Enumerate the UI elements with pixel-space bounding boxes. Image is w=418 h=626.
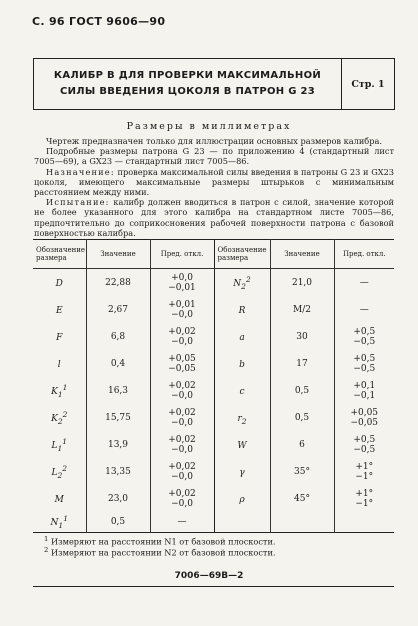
tolerance-cell [334,296,394,323]
tolerance-lower: −0,05 [350,417,379,428]
value-cell: 15,75 [86,404,150,431]
value-cell: 45° [270,485,334,512]
table-row [33,431,394,458]
value-cell: 21,0 [270,269,334,297]
symbol-superscript: 1 [63,514,68,524]
tolerance-lower: −0,01 [168,282,196,293]
symbol: ρ [239,494,245,505]
symbol-cell [33,512,86,533]
tolerance-upper: +0,1 [353,380,376,391]
tolerance-lower: −0,0 [171,417,193,428]
page-header: С. 96 ГОСТ 9606—90 [32,15,166,28]
symbol-superscript: 2 [245,274,251,284]
header-value-right: Значение [270,240,334,269]
tolerance-upper: +0,0 [171,272,193,283]
symbol-subscript: 2 [57,470,63,480]
tolerance-cell [334,323,394,350]
symbol-subscript: 1 [58,520,64,530]
tolerance-cell [334,269,394,297]
table-body [33,269,394,533]
tolerance-lower: −0,5 [353,363,376,374]
header-value-left: Значение [86,240,150,269]
title-line-1: КАЛИБР В ДЛЯ ПРОВЕРКИ МАКСИМАЛЬНОЙ [53,70,322,81]
value-cell: 22,88 [86,269,150,297]
symbol: F [56,332,63,343]
tolerance-lower: −0,5 [353,444,376,455]
tolerance-lower: −0,0 [171,471,193,482]
paragraph-3 [34,167,394,198]
table-row [33,458,394,485]
tolerance-cell [334,377,394,404]
symbol-cell [214,485,270,512]
symbol-superscript: 1 [62,382,68,392]
value-cell: 6,8 [86,323,150,350]
symbol-cell [33,269,86,297]
document-title [34,59,342,109]
units-caption: Размеры в миллиметрах [126,121,292,132]
symbol-superscript: 2 [62,409,68,419]
dimensions-table [33,239,394,533]
tolerance-upper: — [177,517,187,527]
footnote-1-text: Измеряют на расстоянии N1 от базовой плоскости. [50,536,276,547]
value-cell: 0,5 [270,377,334,404]
symbol-cell [33,431,86,458]
bottom-code: 7006—69В—2 [174,571,244,581]
paragraph-4 [34,197,394,238]
symbol-cell [33,296,86,323]
symbol: L [51,467,58,478]
value-cell: 13,35 [86,458,150,485]
symbol-cell [214,269,270,297]
table-row [33,296,394,323]
tolerance-cell [334,458,394,485]
symbol-cell [33,323,86,350]
symbol-cell [214,512,270,533]
symbol-cell [214,458,270,485]
tolerance-lower: −0,05 [168,363,196,374]
tolerance-upper: +0,5 [353,434,376,445]
table-row [33,404,394,431]
tolerance-upper: — [359,304,369,315]
tolerance-upper: +1° [355,488,374,499]
symbol: r [237,413,242,424]
paragraph-3-label: Назначение: [46,166,115,177]
tolerance-upper: +1° [355,461,374,472]
symbol-cell [214,377,270,404]
symbol: E [55,305,63,316]
tolerance-upper: +0,02 [168,488,196,499]
tolerance-cell [334,512,394,533]
symbol: N [50,518,59,529]
value-cell: 13,9 [86,431,150,458]
tolerance-lower: −1° [355,471,374,482]
symbol: l [57,359,61,370]
tolerance-cell [150,431,214,458]
tolerance-cell [150,377,214,404]
symbol-subscript: 2 [57,416,63,426]
symbol-cell [214,350,270,377]
symbol: K [51,386,58,397]
value-cell: 6 [270,431,334,458]
header-tolerance-left: Пред. откл. [150,240,214,269]
symbol-subscript: 2 [241,416,247,426]
tolerance-cell [334,404,394,431]
tolerance-upper: +0,5 [353,353,376,364]
symbol: R [238,305,246,316]
table-header-row [33,240,394,269]
symbol-cell [33,485,86,512]
value-cell: 30 [270,323,334,350]
tolerance-upper: +0,02 [168,326,196,337]
tolerance-upper: — [359,277,369,288]
bottom-rule [33,586,394,587]
tolerance-lower: −0,1 [353,390,376,401]
tolerance-lower: −0,0 [171,336,193,347]
table-row [33,512,394,533]
tolerance-cell [150,350,214,377]
header-designation-right: Обозначение размера [214,240,270,269]
tolerance-cell [150,404,214,431]
page-number: Стр. 1 [351,78,385,90]
tolerance-lower: −0,0 [171,309,193,320]
tolerance-upper: +0,02 [168,461,196,472]
body-text [34,136,394,238]
symbol: b [239,359,245,370]
table-row [33,377,394,404]
header-tolerance-right: Пред. откл. [334,240,394,269]
paragraph-1: Чертеж предназначен только для иллюстрации основных размеров калибра. [46,136,382,146]
paragraph-4-text: калибр должен вводиться в патрон с силой, значение которой не более указанного для этого калибра на стандартном листе 7005—86, предпочтительно до соприкосновения рабочей поверхности патрона с базовой поверхностью калибра. [34,197,394,238]
symbol-subscript: 2 [241,281,246,291]
table-row [33,485,394,512]
value-cell: 2,67 [86,296,150,323]
tolerance-upper: +0,5 [353,326,376,337]
tolerance-cell [150,512,214,533]
title-box [33,58,395,110]
symbol-cell [33,377,86,404]
tolerance-lower: −0,0 [171,498,193,509]
tolerance-cell [150,323,214,350]
footnote-2-text: Измеряют на расстоянии N2 от базовой плоскости. [50,547,276,558]
value-cell: 17 [270,350,334,377]
symbol-cell [214,296,270,323]
tolerance-upper: +0,01 [168,299,196,310]
tolerance-lower: −1° [355,498,374,509]
footnote-1-mark: 1 [44,535,49,543]
table-row [33,323,394,350]
footnote-2 [44,546,276,558]
symbol: c [239,386,245,397]
footnote-2-mark: 2 [44,546,49,554]
tolerance-upper: +0,02 [168,434,196,445]
footnote-1 [44,535,276,547]
tolerance-cell [150,269,214,297]
tolerance-lower: −0,0 [171,390,193,401]
table-row [33,269,394,297]
symbol: K [51,413,58,424]
tolerance-lower: −0,0 [171,444,193,455]
tolerance-cell [334,350,394,377]
paragraph-2: Подробные размеры патрона G 23 — по приложению 4 (стандартный лист 7005—69), а GX23 — стандартный лист 7005—86. [34,146,394,167]
title-line-2: СИЛЫ ВВЕДЕНИЯ ЦОКОЛЯ В ПАТРОН G 23 [59,86,316,97]
tolerance-cell [150,458,214,485]
symbol-cell [214,323,270,350]
table-row [33,350,394,377]
symbol-superscript: 2 [62,463,68,473]
value-cell: 0,4 [86,350,150,377]
symbol: D [55,278,63,289]
tolerance-upper: +0,02 [168,380,196,391]
header-designation-left: Обозначение размера [33,240,86,269]
tolerance-upper: +0,02 [168,407,196,418]
symbol: L [51,440,58,451]
symbol: M [54,494,64,505]
paragraph-4-label: Испытание: [46,197,110,208]
symbol: N [233,278,242,289]
symbol: W [237,440,247,451]
tolerance-lower: −0,5 [353,336,376,347]
paragraph-3-text: проверка максимальной силы введения в патроны G 23 и GX23 цоколя, имеющего максимальные размеры штырьков с минимальным расстоянием между ними. [34,166,394,198]
symbol-cell [33,458,86,485]
symbol-cell [214,404,270,431]
tolerance-cell [334,431,394,458]
tolerance-upper: +0,05 [168,353,196,364]
tolerance-cell [150,485,214,512]
symbol-superscript: 1 [62,436,68,446]
symbol: a [239,332,245,343]
symbol-cell [33,350,86,377]
symbol-subscript: 1 [57,443,63,453]
symbol: γ [239,467,245,478]
value-cell [270,512,334,533]
value-cell: 16,3 [86,377,150,404]
symbol-cell [214,431,270,458]
tolerance-cell [150,296,214,323]
symbol-cell [33,404,86,431]
value-cell: 0,5 [270,404,334,431]
value-cell: 23,0 [86,485,150,512]
value-cell: 0,5 [86,512,150,533]
tolerance-upper: +0,05 [350,407,379,418]
value-cell: M/2 [270,296,334,323]
value-cell: 35° [270,458,334,485]
tolerance-cell [334,485,394,512]
symbol-subscript: 1 [57,389,63,399]
